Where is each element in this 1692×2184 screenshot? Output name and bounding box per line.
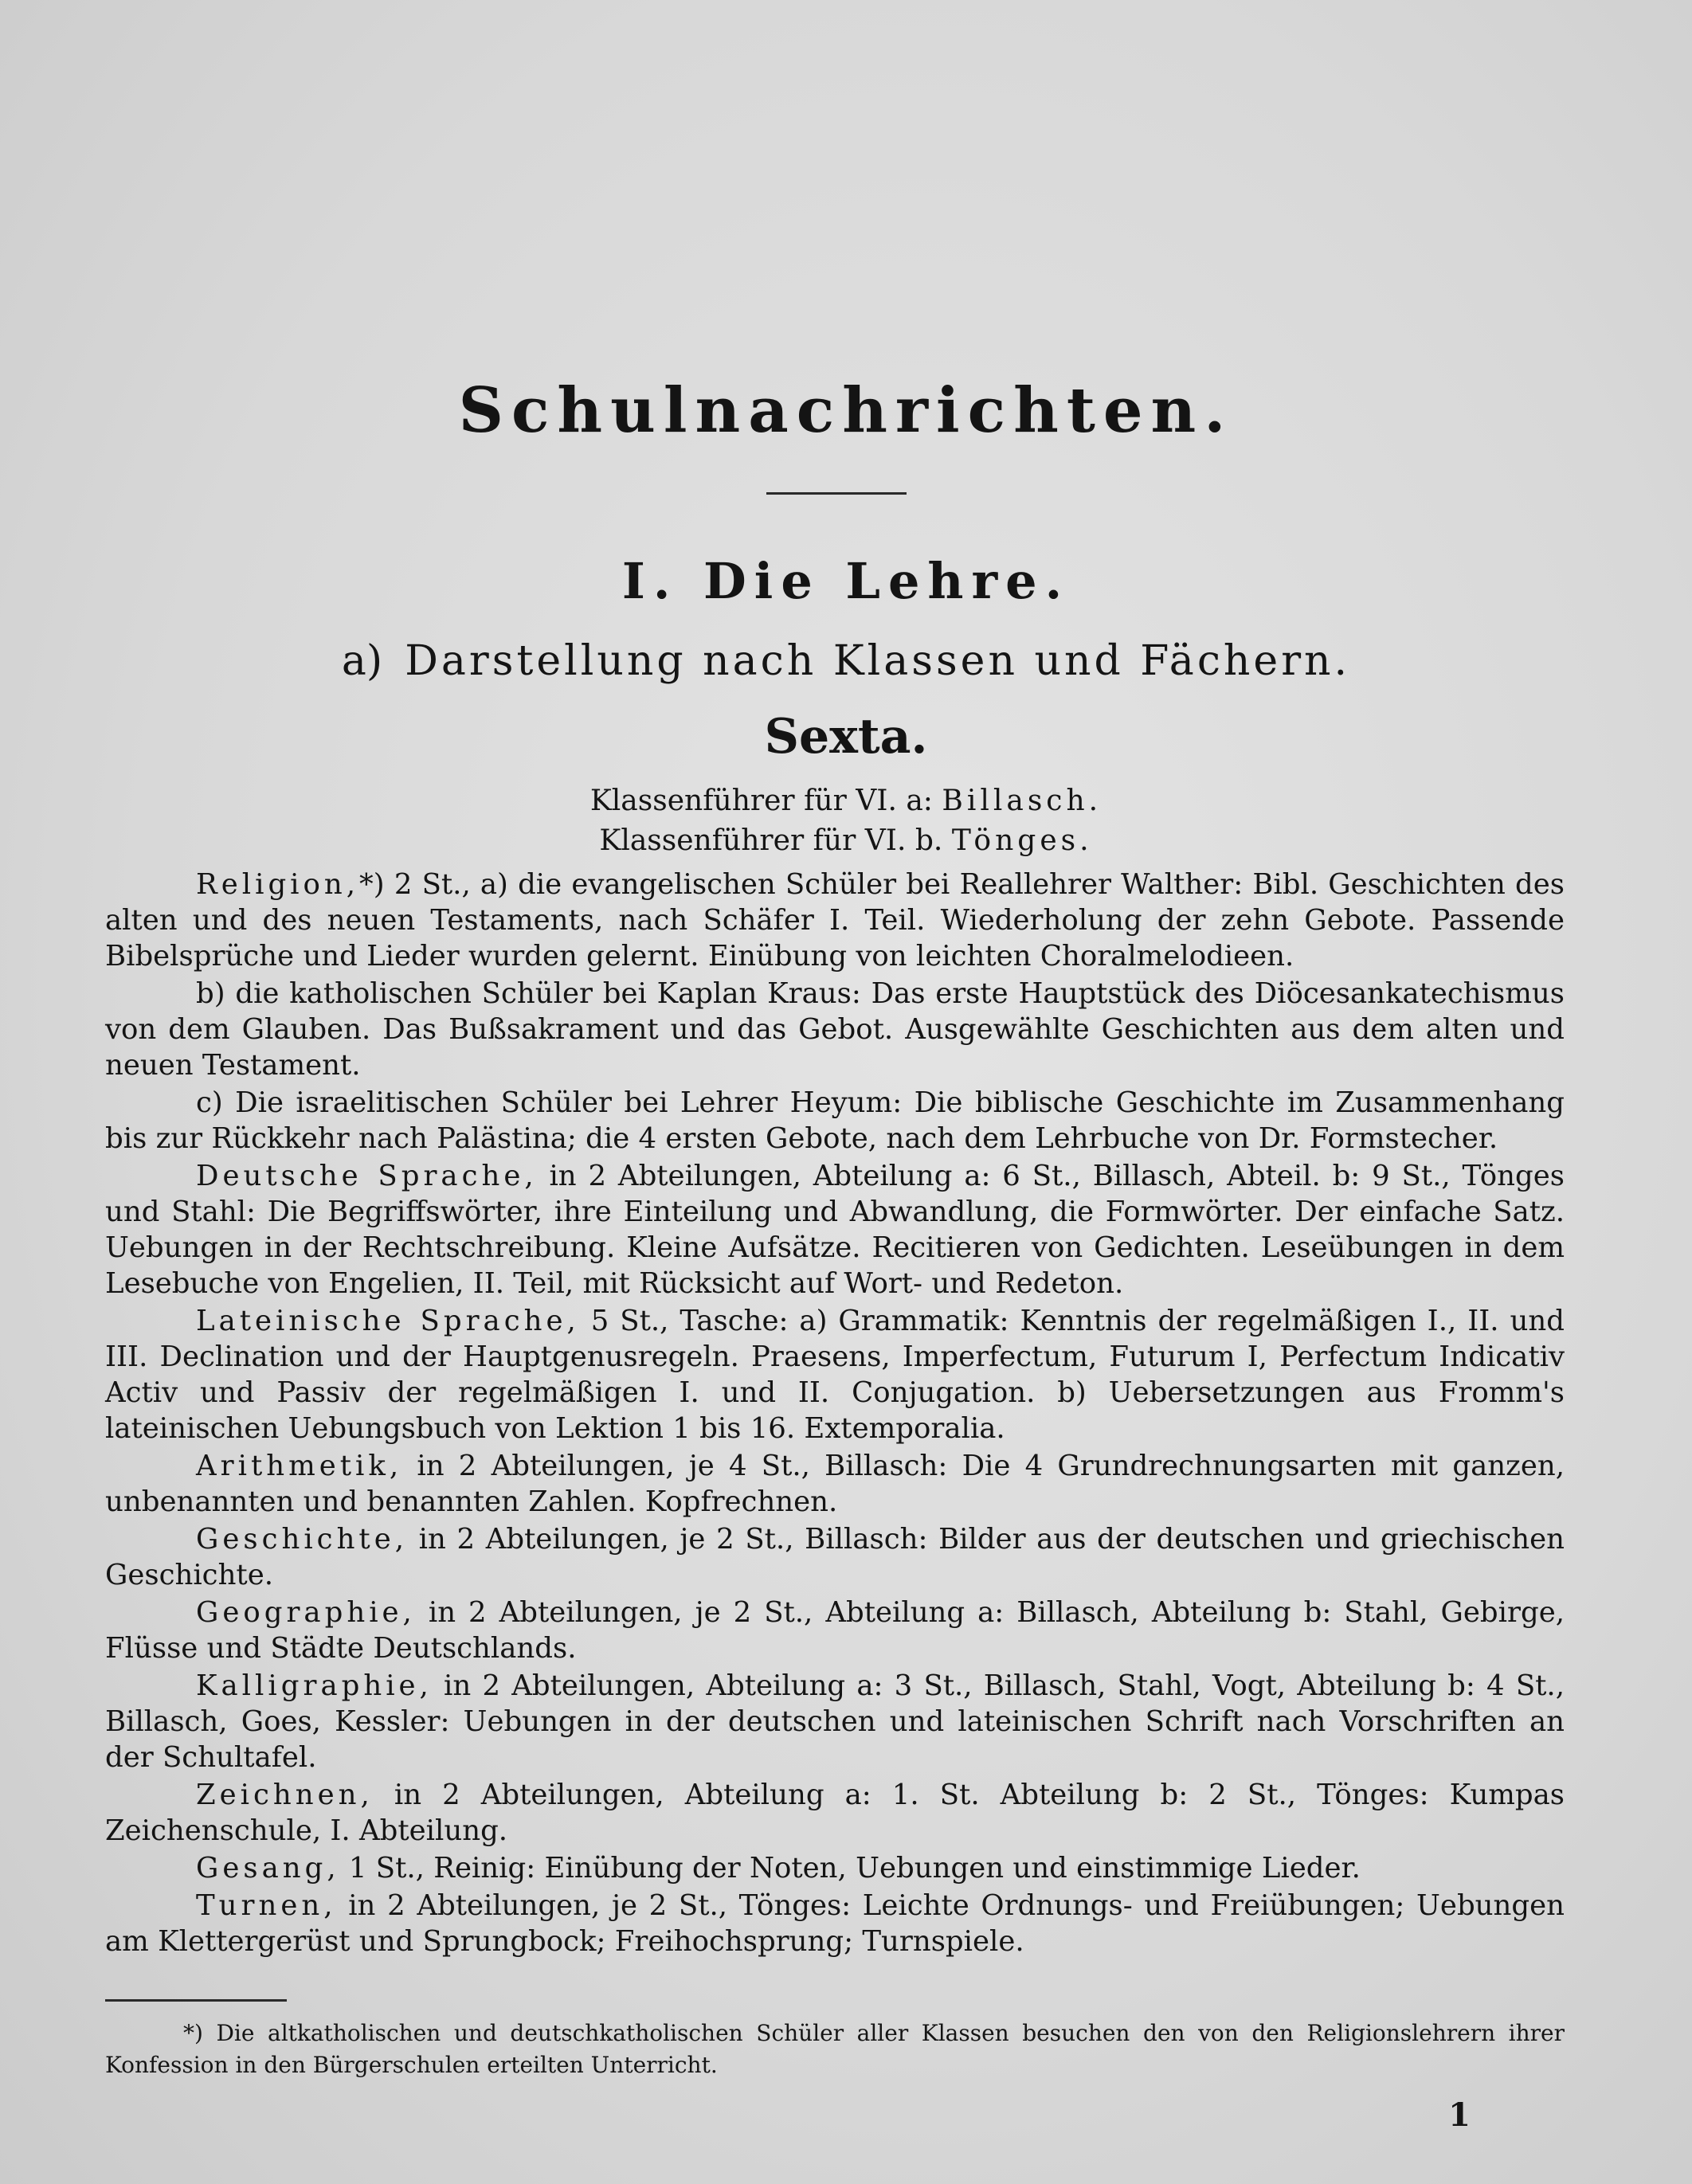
subject-paragraph [105, 1521, 1565, 1593]
class-leader-prefix: Klassenführer für VI. b. [599, 824, 943, 857]
title-divider [766, 492, 907, 495]
footnote-divider [105, 1999, 287, 2002]
subject-list [105, 867, 1565, 1961]
subject-text: 1 St., Reinig: Einübung der Noten, Uebungen und einstimmige Lieder. [339, 1852, 1361, 1885]
subsection-text: Darstellung nach Klassen und Fächern. [405, 637, 1351, 685]
subject-text: in 2 Abteilungen, je 2 St., Tönges: Leichte Ordnungs- und Freiübungen; Uebungen am Klettergerüst und Sprungbock; Freihochsprung; Turnspiele. [105, 1889, 1565, 1958]
subject-lead: Geschichte, [196, 1523, 408, 1556]
page-title: Schulnachrichten. [458, 374, 1234, 447]
subject-lead: Deutsche Sprache, [196, 1160, 538, 1192]
subject-paragraph [105, 1158, 1565, 1301]
subject-text: in 2 Abteilungen, Abteilung a: 1. St. Abteilung b: 2 St., Tönges: Kumpas Zeichenschule, I. Abteilung. [105, 1779, 1565, 1847]
subject-text: 5 St., Tasche: a) Grammatik: Kenntnis der regelmäßigen I., II. und III. Declination und der Hauptgenusregeln. Praesens, Imperfectum, Futurum I, Perfectum Indicativ Activ und Passiv der regelmäßigen I. und II. Conjugation. b) Uebersetzungen aus Fromm's lateinischen Uebungsbuch von Lektion 1 bis 16. Extemporalia. [105, 1305, 1565, 1445]
subject-lead: Religion, [196, 868, 360, 901]
subject-paragraph [105, 1888, 1565, 1959]
subject-text: in 2 Abteilungen, je 4 St., Billasch: Die 4 Grundrechnungsarten mit ganzen, unbenannten und benannten Zahlen. Kopfrechnen. [105, 1450, 1565, 1518]
subject-paragraph [105, 1777, 1565, 1849]
subject-text: c) Die israelitischen Schüler bei Lehrer Heyum: Die biblische Geschichte im Zusammenhang bis zur Rückkehr nach Palästina; die 4 ersten Gebote, nach dem Lehrbuche von Dr. Formstecher. [105, 1086, 1565, 1155]
subject-lead: Lateinische Sprache, [196, 1305, 580, 1337]
subject-text: in 2 Abteilungen, Abteilung a: 6 St., Billasch, Abteil. b: 9 St., Tönges und Stahl: Die Begriffswörter, ihre Einteilung und Abwandlung, die Formwörter. Der einfache Satz. Uebungen in der Rechtschreibung. Kleine Aufsätze. Recitieren von Gedichten. Leseübungen in dem Lesebuche von Engelien, II. Teil, mit Rücksicht auf Wort- und Redeton. [105, 1160, 1565, 1300]
subject-lead: Gesang, [196, 1852, 340, 1885]
class-leader-name: Billasch. [942, 785, 1103, 817]
subject-lead: Turnen, [196, 1889, 337, 1922]
subject-text: in 2 Abteilungen, je 2 St., Billasch: Bilder aus der deutschen und griechischen Geschichte. [105, 1523, 1565, 1591]
footnote: *) Die altkatholischen und deutschkatholischen Schüler aller Klassen besuchen den von den Religionslehrern ihrer Konfession in den Bürgerschulen erteilten Unterricht. [105, 2020, 1565, 2078]
subject-paragraph [105, 1850, 1565, 1886]
subject-lead: Zeichnen, [196, 1779, 374, 1811]
subject-text: b) die katholischen Schüler bei Kaplan Kraus: Das erste Hauptstück des Diöcesankatechismus von dem Glauben. Das Bußsakrament und das Gebot. Ausgewählte Geschichten aus dem alten und neuen Testament. [105, 977, 1565, 1082]
subject-lead: Arithmetik, [196, 1450, 403, 1482]
subject-lead: Kalligraphie, [196, 1669, 433, 1702]
subject-paragraph [105, 867, 1565, 974]
subject-paragraph [105, 1085, 1565, 1157]
subject-paragraph [105, 1448, 1565, 1520]
subject-paragraph [105, 1595, 1565, 1666]
section-heading: I. Die Lehre. [621, 552, 1071, 610]
subject-text: in 2 Abteilungen, Abteilung a: 3 St., Billasch, Stahl, Vogt, Abteilung b: 4 St., Billasch, Goes, Kessler: Uebungen in der deutschen und lateinischen Schrift nach Vorschriften an der Schultafel. [105, 1669, 1565, 1774]
subject-paragraph [105, 1303, 1565, 1446]
subsection-marker: a) [341, 637, 383, 685]
class-leader-line [0, 824, 1692, 857]
class-leader-line [0, 785, 1692, 817]
subject-paragraph [105, 1668, 1565, 1775]
page-number: 1 [1448, 2096, 1471, 2134]
class-leader-prefix: Klassenführer für VI. a: [589, 785, 933, 817]
subject-text: in 2 Abteilungen, je 2 St., Abteilung a: Billasch, Abteilung b: Stahl, Gebirge, Flüsse und Städte Deutschlands. [105, 1596, 1565, 1665]
class-heading: Sexta. [764, 709, 928, 765]
subject-paragraph [105, 976, 1565, 1083]
subsection-heading [0, 637, 1692, 685]
subject-lead: Geographie, [196, 1596, 416, 1629]
subject-text: *) 2 St., a) die evangelischen Schüler bei Reallehrer Walther: Bibl. Geschichten des alten und des neuen Testaments, nach Schäfer I. Teil. Wiederholung der zehn Gebote. Passende Bibelsprüche und Lieder wurden gelernt. Einübung von leichten Choralmelodieen. [105, 868, 1565, 973]
class-leader-name: Tönges. [951, 824, 1093, 857]
